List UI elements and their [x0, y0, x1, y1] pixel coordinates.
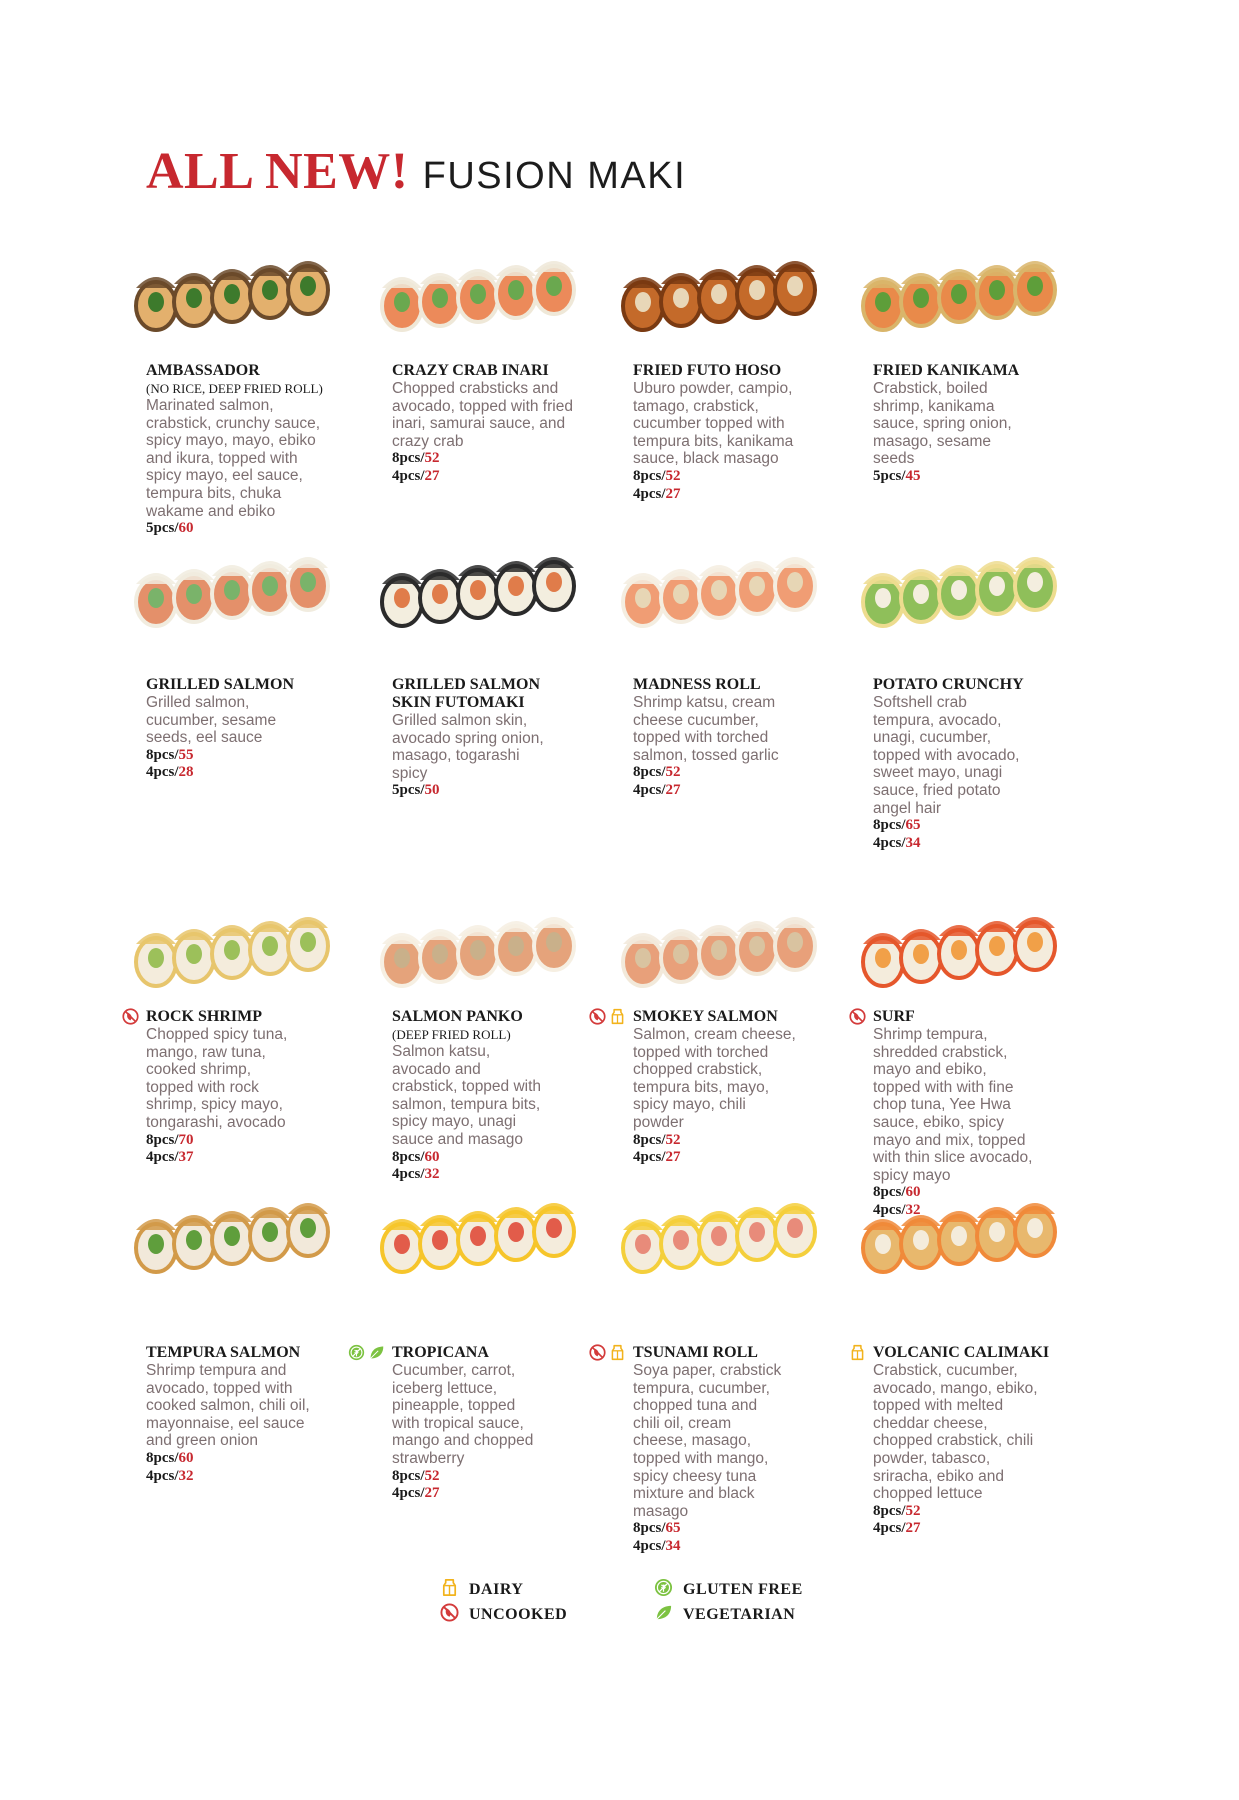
price-quantity: 4pcs/ [873, 1520, 906, 1537]
item-name: AMBASSADOR [146, 362, 260, 379]
item-description: Shrimp katsu, cream cheese cucumber, topped with torched salmon, tossed garlic [633, 694, 779, 764]
item-price [146, 747, 368, 765]
item-name: TROPICANA [392, 1344, 489, 1361]
price-amount: 60 [424, 1148, 440, 1165]
price-quantity: 4pcs/ [392, 467, 425, 484]
legend-item-vegetarian [654, 1603, 795, 1627]
price-amount: 28 [178, 764, 194, 781]
price-amount: 70 [178, 1131, 194, 1148]
price-quantity: 4pcs/ [392, 1166, 425, 1183]
menu-item [873, 362, 1095, 486]
price-quantity: 4pcs/ [392, 1485, 425, 1502]
item-price [633, 1149, 855, 1167]
gluten-free-icon [348, 1344, 365, 1366]
item-subtitle: (DEEP FRIED ROLL) [392, 1027, 511, 1042]
item-name: TSUNAMI ROLL [633, 1344, 758, 1361]
item-name: SMOKEY SALMON [633, 1008, 778, 1025]
menu-item [873, 676, 1095, 852]
price-quantity: 4pcs/ [146, 1149, 179, 1166]
price-amount: 32 [424, 1166, 440, 1183]
price-quantity: 8pcs/ [392, 1467, 425, 1484]
price-quantity: 4pcs/ [633, 485, 666, 502]
title-rest: FUSION MAKI [422, 155, 687, 197]
price-amount: 34 [905, 834, 921, 851]
price-quantity: 8pcs/ [633, 1131, 666, 1148]
menu-item [146, 1344, 368, 1485]
dairy-icon [440, 1578, 459, 1602]
item-price [633, 1538, 855, 1556]
dish-photo [128, 242, 338, 342]
uncooked-icon [849, 1008, 866, 1030]
uncooked-icon [589, 1008, 606, 1030]
dietary-badges [589, 1344, 626, 1366]
price-amount: 50 [424, 782, 440, 799]
price-amount: 60 [178, 1449, 194, 1466]
price-quantity: 8pcs/ [146, 1449, 179, 1466]
dietary-badges [122, 1008, 139, 1030]
vegetarian-icon [368, 1344, 385, 1366]
item-price [146, 1132, 368, 1150]
price-quantity: 4pcs/ [146, 764, 179, 781]
item-price [392, 1485, 614, 1503]
price-quantity: 4pcs/ [146, 1467, 179, 1484]
legend-label: VEGETARIAN [683, 1606, 796, 1623]
item-description: Softshell crab tempura, avocado, unagi, cucumber, topped with avocado, sweet mayo, unagi sauce, fried potato angel hair [873, 694, 1020, 817]
item-description: Salmon katsu, avocado and crabstick, topped with salmon, tempura bits, spicy mayo, unagi sauce and masago [392, 1043, 542, 1148]
dish-photo [615, 242, 825, 342]
item-name: GRILLED SALMON [146, 676, 295, 693]
price-amount: 32 [178, 1467, 194, 1484]
legend-item-uncooked [440, 1603, 567, 1627]
item-price [873, 835, 1095, 853]
uncooked-icon [122, 1008, 139, 1030]
price-amount: 60 [905, 1184, 921, 1201]
price-amount: 65 [665, 1520, 681, 1537]
item-price [392, 782, 614, 800]
price-amount: 52 [905, 1502, 921, 1519]
item-description: Crabstick, boiled shrimp, kanikama sauce, spring onion, masago, sesame seeds [873, 380, 1012, 468]
legend-label: UNCOOKED [469, 1606, 568, 1623]
title-accent: ALL NEW! [146, 143, 409, 200]
price-quantity: 8pcs/ [146, 746, 179, 763]
item-name: ROCK SHRIMP [146, 1008, 262, 1025]
dish-photo [855, 242, 1065, 342]
vegetarian-icon [654, 1603, 673, 1627]
price-amount: 27 [665, 781, 681, 798]
price-quantity: 4pcs/ [633, 1149, 666, 1166]
item-price [392, 1468, 614, 1486]
item-price [392, 1166, 614, 1184]
menu-item [633, 362, 855, 503]
item-price [392, 468, 614, 486]
dish-photo [374, 898, 584, 998]
item-name: FRIED KANIKAMA [873, 362, 1020, 379]
item-name: SALMON PANKO [392, 1008, 523, 1025]
dairy-icon [849, 1344, 866, 1366]
dish-photo [615, 898, 825, 998]
item-description: Crabstick, cucumber, avocado, mango, ebiko, topped with melted cheddar cheese, chopped crabstick, chili powder, tabasco, sriracha, ebiko and chopped lettuce [873, 1362, 1038, 1503]
item-price [873, 817, 1095, 835]
price-quantity: 5pcs/ [873, 467, 906, 484]
item-description: Chopped spicy tuna, mango, raw tuna, cooked shrimp, topped with rock shrimp, spicy mayo, tongarashi, avocado [146, 1026, 288, 1131]
legend-item-gluten-free [654, 1578, 803, 1602]
item-description: Chopped crabsticks and avocado, topped with fried inari, samurai sauce, and crazy crab [392, 380, 573, 450]
price-amount: 52 [665, 1131, 681, 1148]
menu-item [392, 1344, 614, 1503]
price-amount: 27 [424, 1485, 440, 1502]
item-name: MADNESS ROLL [633, 676, 761, 693]
menu-item [392, 676, 614, 800]
item-description: Salmon, cream cheese, topped with torched chopped crabstick, tempura bits, mayo, spicy mayo, chili powder [633, 1026, 796, 1131]
item-name: GRILLED SALMON SKIN FUTOMAKI [392, 676, 541, 711]
price-amount: 55 [178, 746, 194, 763]
item-name: CRAZY CRAB INARI [392, 362, 549, 379]
menu-item [146, 1008, 368, 1167]
price-quantity: 8pcs/ [873, 1502, 906, 1519]
legend-label: GLUTEN FREE [683, 1581, 803, 1598]
price-amount: 52 [665, 764, 681, 781]
menu-item [146, 362, 368, 538]
item-name: SURF [873, 1008, 915, 1025]
price-quantity: 8pcs/ [146, 1131, 179, 1148]
item-description: Grilled salmon skin, avocado spring onion, masago, togarashi spicy [392, 712, 544, 782]
item-subtitle: (NO RICE, DEEP FRIED ROLL) [146, 381, 323, 396]
dietary-badges [849, 1008, 866, 1030]
price-quantity: 4pcs/ [873, 834, 906, 851]
item-price [392, 1149, 614, 1167]
item-price [633, 468, 855, 486]
menu-item [633, 1008, 855, 1167]
item-description: Shrimp tempura, shredded crabstick, mayo and ebiko, topped with with fine chop tuna, Yee Hwa sauce, ebiko, spicy mayo and mix, topped with thin slice avocado, spicy mayo [873, 1026, 1033, 1184]
dish-photo [855, 538, 1065, 638]
price-quantity: 4pcs/ [633, 1537, 666, 1554]
price-quantity: 8pcs/ [873, 817, 906, 834]
item-description: Soya paper, crabstick tempura, cucumber, chopped tuna and chili oil, cream cheese, masago, topped with mango, spicy cheesy tuna mixture and black masago [633, 1362, 782, 1520]
menu-item [633, 676, 855, 800]
item-price [633, 1520, 855, 1538]
price-amount: 27 [424, 467, 440, 484]
dish-photo [374, 242, 584, 342]
price-quantity: 5pcs/ [392, 782, 425, 799]
dairy-icon [609, 1008, 626, 1030]
item-description: Grilled salmon, cucumber, sesame seeds, eel sauce [146, 694, 277, 747]
price-amount: 45 [905, 467, 921, 484]
price-quantity: 8pcs/ [392, 1148, 425, 1165]
price-quantity: 4pcs/ [633, 781, 666, 798]
price-amount: 60 [178, 520, 194, 537]
price-quantity: 5pcs/ [146, 520, 179, 537]
menu-item [873, 1344, 1095, 1538]
item-price [633, 1132, 855, 1150]
item-price [146, 520, 368, 538]
dish-photo [128, 538, 338, 638]
item-description: Uburo powder, campio, tamago, crabstick, cucumber topped with tempura bits, kanikama sauce, black masago [633, 380, 794, 468]
menu-item [392, 362, 614, 486]
price-amount: 37 [178, 1149, 194, 1166]
price-quantity: 8pcs/ [392, 450, 425, 467]
price-amount: 27 [665, 485, 681, 502]
item-price [146, 1468, 368, 1486]
price-quantity: 8pcs/ [633, 467, 666, 484]
item-description: Cucumber, carrot, iceberg lettuce, pineapple, topped with tropical sauce, mango and chopped strawberry [392, 1362, 534, 1467]
dairy-icon [609, 1344, 626, 1366]
item-price [633, 486, 855, 504]
menu-item [392, 1008, 614, 1184]
page-title [146, 142, 686, 201]
dish-photo [374, 538, 584, 638]
dish-photo [855, 898, 1065, 998]
item-name: TEMPURA SALMON [146, 1344, 301, 1361]
item-price [146, 1149, 368, 1167]
menu-item [633, 1344, 855, 1556]
item-price [633, 782, 855, 800]
dish-photo [128, 1184, 338, 1284]
price-quantity: 4pcs/ [873, 1201, 906, 1218]
price-amount: 52 [424, 450, 440, 467]
dietary-badges [589, 1008, 626, 1030]
dietary-badges [849, 1344, 866, 1366]
item-name: VOLCANIC CALIMAKI [873, 1344, 1050, 1361]
item-name: POTATO CRUNCHY [873, 676, 1024, 693]
price-amount: 52 [665, 467, 681, 484]
dish-photo [615, 1184, 825, 1284]
item-price [873, 1503, 1095, 1521]
item-description: Shrimp tempura and avocado, topped with cooked salmon, chili oil, mayonnaise, eel sauce and green onion [146, 1362, 310, 1450]
dish-photo [855, 1184, 1065, 1284]
dietary-badges [348, 1344, 385, 1366]
legend-item-dairy [440, 1578, 523, 1602]
legend-label: DAIRY [469, 1581, 524, 1598]
dish-photo [128, 898, 338, 998]
item-price [392, 450, 614, 468]
price-quantity: 8pcs/ [633, 1520, 666, 1537]
item-price [873, 1520, 1095, 1538]
dish-photo [615, 538, 825, 638]
price-amount: 34 [665, 1537, 681, 1554]
item-description: Marinated salmon, crabstick, crunchy sauce, spicy mayo, mayo, ebiko and ikura, topped with spicy mayo, eel sauce, tempura bits, chuka wakame and ebiko [146, 397, 321, 520]
item-price [146, 1450, 368, 1468]
price-amount: 27 [665, 1149, 681, 1166]
price-amount: 27 [905, 1520, 921, 1537]
dish-photo [374, 1184, 584, 1284]
menu-item [146, 676, 368, 782]
gluten-free-icon [654, 1578, 673, 1602]
price-quantity: 8pcs/ [633, 764, 666, 781]
price-amount: 32 [905, 1201, 921, 1218]
item-price [873, 468, 1095, 486]
price-quantity: 8pcs/ [873, 1184, 906, 1201]
uncooked-icon [440, 1603, 459, 1627]
item-price [633, 764, 855, 782]
item-name: FRIED FUTO HOSO [633, 362, 782, 379]
price-amount: 65 [905, 817, 921, 834]
item-price [146, 764, 368, 782]
price-amount: 52 [424, 1467, 440, 1484]
uncooked-icon [589, 1344, 606, 1366]
